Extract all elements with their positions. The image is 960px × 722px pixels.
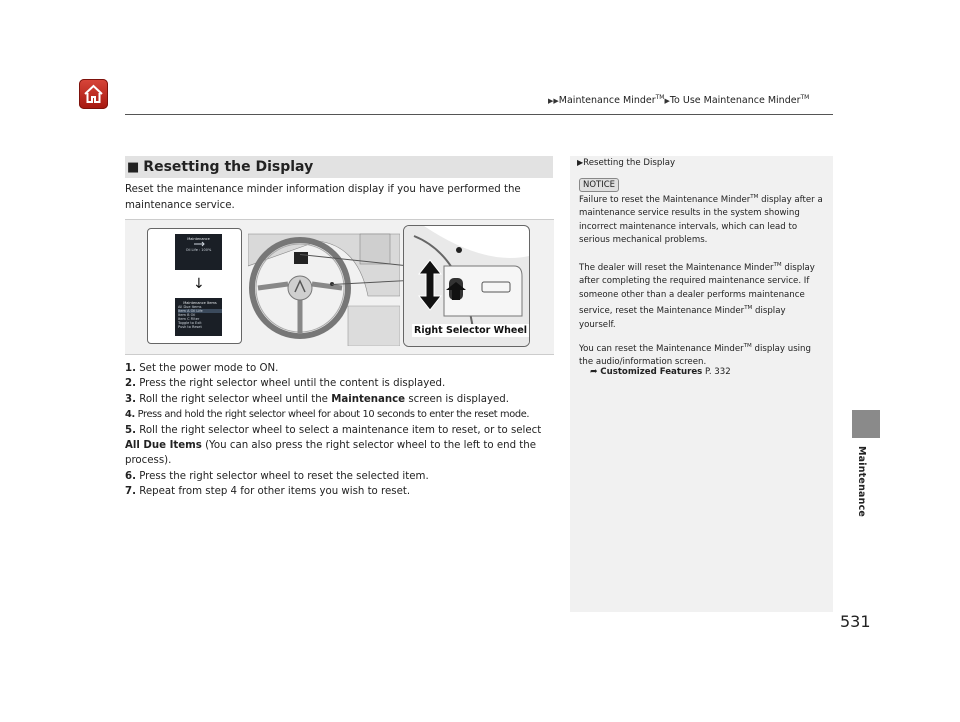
step-number: 4. — [125, 409, 135, 421]
breadcrumb-arrow-icon: ▶ — [664, 97, 670, 106]
trademark: TM — [655, 94, 665, 101]
screen-header: Maintenance Items — [183, 301, 217, 305]
step-number: 1. — [125, 363, 136, 374]
xref-arrow-icon: ➦ — [590, 367, 598, 377]
press-arrow-icon — [446, 282, 466, 300]
step-text: Roll the right selector wheel to select a maintenance item to reset, or to select — [139, 424, 542, 436]
side-tab-marker[interactable] — [852, 410, 880, 438]
maintenance-items-screen — [175, 298, 222, 336]
steering-wheel-illustration — [248, 226, 400, 346]
trademark: TM — [744, 305, 753, 312]
home-button[interactable] — [79, 79, 108, 109]
step-text: Set the power mode to ON. — [139, 363, 279, 374]
note-text: You can reset the Maintenance Minder — [579, 343, 744, 354]
step-item — [125, 361, 557, 376]
cross-reference-link[interactable] — [590, 367, 731, 377]
step-text: Repeat from step 4 for other items you wish to reset. — [139, 486, 411, 498]
wrench-icon — [192, 241, 206, 247]
screen-item: Push to Reset — [178, 325, 202, 329]
step-text-bold: Maintenance — [331, 393, 406, 405]
trademark: TM — [750, 194, 759, 200]
note-text: The dealer will reset the Maintenance Minder — [579, 262, 774, 273]
step-number: 2. — [125, 378, 136, 390]
step-text: screen is displayed. — [405, 393, 509, 405]
trademark: TM — [743, 343, 752, 349]
screen-item: All Due Items — [178, 305, 202, 309]
breadcrumb-item-to-use[interactable]: To Use Maintenance Minder — [669, 95, 801, 107]
note-text: Failure to reset the Maintenance Minder — [579, 194, 751, 205]
screen-item: Item A Oil Life — [178, 309, 222, 313]
step-item — [125, 484, 557, 499]
screen-item: Toggle to Exit — [178, 321, 202, 325]
step-text: (You can also press the right selector wheel to the left to end the process). — [125, 440, 537, 467]
step-text: Press the right selector wheel until the content is displayed. — [139, 378, 446, 390]
step-number: 5. — [125, 424, 136, 436]
xref-label: Customized Features — [600, 367, 703, 377]
right-selector-wheel-label: Right Selector Wheel — [414, 325, 528, 336]
page-number: 531 — [840, 612, 871, 631]
note-arrow-icon: ▶ — [577, 158, 584, 167]
step-number: 3. — [125, 393, 136, 405]
screen-header: Maintenance — [187, 237, 210, 241]
step-text-bold: All Due Items — [125, 440, 202, 452]
section-intro: Reset the maintenance minder information display if you have performed the maintenance service. — [125, 184, 521, 211]
dealer-paragraph — [579, 259, 824, 332]
step-item — [125, 392, 557, 407]
steps-list — [125, 361, 557, 500]
notice-paragraph — [579, 191, 824, 248]
breadcrumb-arrow-icon: ▶▶ — [548, 97, 559, 106]
step-text: Press and hold the right selector wheel for about 10 seconds to enter the reset mode. — [137, 409, 530, 421]
xref-page: P. 332 — [705, 367, 731, 377]
breadcrumb — [548, 94, 809, 106]
step-item — [125, 407, 557, 422]
step-item — [125, 423, 557, 469]
step-number: 6. — [125, 470, 136, 482]
header-divider — [125, 114, 833, 115]
sidebar-note-title — [577, 158, 675, 168]
down-arrow-icon: ↓ — [193, 276, 205, 292]
maintenance-screen — [175, 234, 222, 270]
notice-badge: NOTICE — [579, 178, 619, 192]
step-text: Press the right selector wheel to reset the selected item. — [139, 470, 429, 482]
note-text: display after completing the required maintenance service. If someone other than a dealer performs maintenance service, reset the Maintenance Minder — [579, 262, 815, 317]
step-item — [125, 469, 557, 484]
side-tab-label[interactable]: Maintenance — [856, 446, 867, 518]
section-title: Resetting the Display — [143, 159, 314, 175]
sidebar-note-title-text: Resetting the Display — [583, 158, 676, 168]
step-text: Roll the right selector wheel until the — [139, 393, 332, 405]
note-text: display after a maintenance service results in the system showing incorrect maintenance intervals, which can lead to serious mechanical problems. — [579, 194, 823, 246]
screen-item: Item C Filter — [178, 317, 200, 321]
step-item — [125, 376, 557, 391]
section-header — [125, 156, 553, 178]
note-text: display using the audio/information screen. — [579, 343, 811, 368]
trademark: TM — [773, 262, 782, 268]
oil-life-readout: Oil Life : 100% — [185, 248, 212, 252]
audio-paragraph — [579, 340, 824, 370]
double-arrow-icon — [418, 259, 442, 311]
note-text: display yourself. — [579, 306, 786, 330]
step-number: 7. — [125, 486, 136, 498]
screen-item: Item B Oil — [178, 313, 196, 317]
breadcrumb-item-maintenance-minder[interactable]: Maintenance Minder — [558, 95, 656, 107]
home-icon — [83, 83, 104, 105]
trademark: TM — [800, 94, 810, 101]
section-square-icon: ■ — [127, 159, 140, 175]
